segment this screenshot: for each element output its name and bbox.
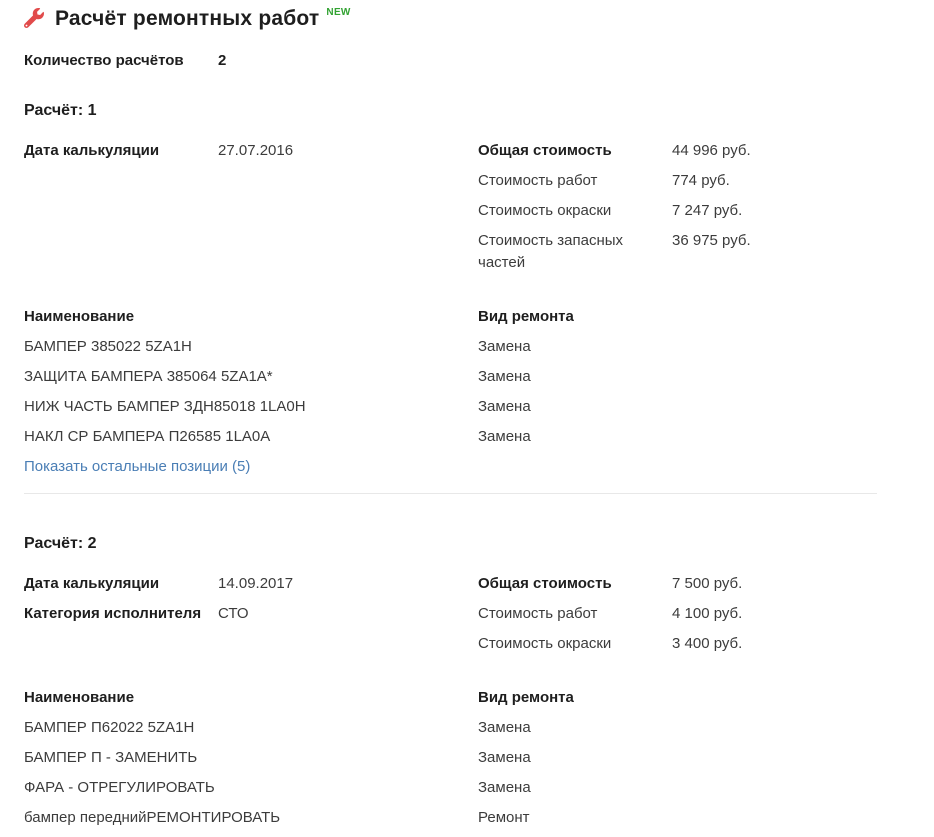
repair-type: Замена: [478, 428, 531, 445]
calculation-1-details: [24, 140, 910, 282]
repair-type: Замена: [478, 398, 531, 415]
table-row: [24, 747, 910, 769]
repair-type-column-header: Вид ремонта: [478, 308, 574, 325]
detail-label: Стоимость работ: [478, 605, 598, 622]
table-row: [24, 426, 910, 448]
item-name: ФАРА - ОТРЕГУЛИРОВАТЬ: [24, 779, 215, 796]
table-row: [24, 366, 910, 388]
detail-value: 44 996 руб.: [672, 142, 751, 159]
calculation-1-title: Расчёт: 1: [24, 102, 97, 119]
calculation-2-details-left: [24, 573, 478, 663]
report-header: [24, 6, 910, 34]
calculations-count-row: [24, 50, 910, 72]
table-row: [24, 807, 910, 829]
calculations-count-value: 2: [218, 52, 227, 69]
calculation-2-details: [24, 573, 910, 663]
repair-type: Замена: [478, 749, 531, 766]
detail-row: [24, 603, 478, 625]
detail-value: 7 247 руб.: [672, 202, 743, 219]
detail-label: Общая стоимость: [478, 575, 612, 592]
section-divider: [24, 493, 877, 494]
detail-label: Стоимость окраски: [478, 202, 612, 219]
detail-value: 14.09.2017: [218, 575, 294, 592]
detail-row: [478, 230, 910, 274]
detail-row: [478, 170, 910, 192]
table-row: [24, 396, 910, 418]
calculation-2-title: Расчёт: 2: [24, 535, 97, 552]
item-name: БАМПЕР 385022 5ZA1H: [24, 338, 192, 355]
name-column-header: Наименование: [24, 689, 135, 706]
detail-row: [478, 603, 910, 625]
detail-row: [478, 573, 910, 595]
detail-value: 774 руб.: [672, 172, 730, 189]
table-row: [24, 777, 910, 799]
calculation-1-details-right: [478, 140, 910, 282]
detail-row: [478, 200, 910, 222]
items-table-header: [24, 687, 910, 709]
detail-label: Стоимость окраски: [478, 635, 612, 652]
item-name: НИЖ ЧАСТЬ БАМПЕР ЗДН85018 1LA0H: [24, 398, 306, 415]
calculations-count-label: Количество расчётов: [24, 52, 184, 69]
detail-value: 4 100 руб.: [672, 605, 743, 622]
calculation-2-details-right: [478, 573, 910, 663]
detail-value: 7 500 руб.: [672, 575, 743, 592]
item-name: НАКЛ СР БАМПЕРА П26585 1LA0A: [24, 428, 271, 445]
calculation-2-items-table: [24, 687, 910, 837]
repair-type: Замена: [478, 368, 531, 385]
repair-type: Замена: [478, 338, 531, 355]
detail-row: [478, 140, 910, 162]
wrench-icon: [24, 8, 46, 30]
detail-label: Стоимость работ: [478, 172, 598, 189]
detail-row: [24, 573, 478, 595]
calculation-1-details-left: [24, 140, 478, 282]
table-row: [24, 717, 910, 739]
detail-label: Стоимость запасных частей: [478, 232, 624, 271]
name-column-header: Наименование: [24, 308, 135, 325]
item-name: ЗАЩИТА БАМПЕРА 385064 5ZA1A*: [24, 368, 273, 385]
detail-value: 3 400 руб.: [672, 635, 743, 652]
items-table-header: [24, 306, 910, 328]
calculation-1-items-table: [24, 306, 910, 478]
detail-row: [24, 140, 478, 162]
repair-type-column-header: Вид ремонта: [478, 689, 574, 706]
repair-type: Замена: [478, 779, 531, 796]
item-name: БАМПЕР П62022 5ZA1H: [24, 719, 195, 736]
item-name: БАМПЕР П - ЗАМЕНИТЬ: [24, 749, 198, 766]
detail-label: Дата калькуляции: [24, 142, 160, 159]
detail-row: [478, 633, 910, 655]
repair-type: Ремонт: [478, 809, 530, 826]
page-title: Расчёт ремонтных работ: [55, 7, 320, 30]
item-name: бампер переднийРЕМОНТИРОВАТЬ: [24, 809, 281, 826]
detail-value: 36 975 руб.: [672, 232, 751, 249]
repair-type: Замена: [478, 719, 531, 736]
new-badge: NEW: [326, 7, 351, 18]
detail-value: СТО: [218, 605, 249, 622]
detail-value: 27.07.2016: [218, 142, 294, 159]
detail-label: Общая стоимость: [478, 142, 612, 159]
detail-label: Дата калькуляции: [24, 575, 160, 592]
table-row: [24, 336, 910, 358]
show-more-link[interactable]: Показать остальные позиции (5): [24, 458, 251, 475]
detail-label: Категория исполнителя: [24, 605, 202, 622]
